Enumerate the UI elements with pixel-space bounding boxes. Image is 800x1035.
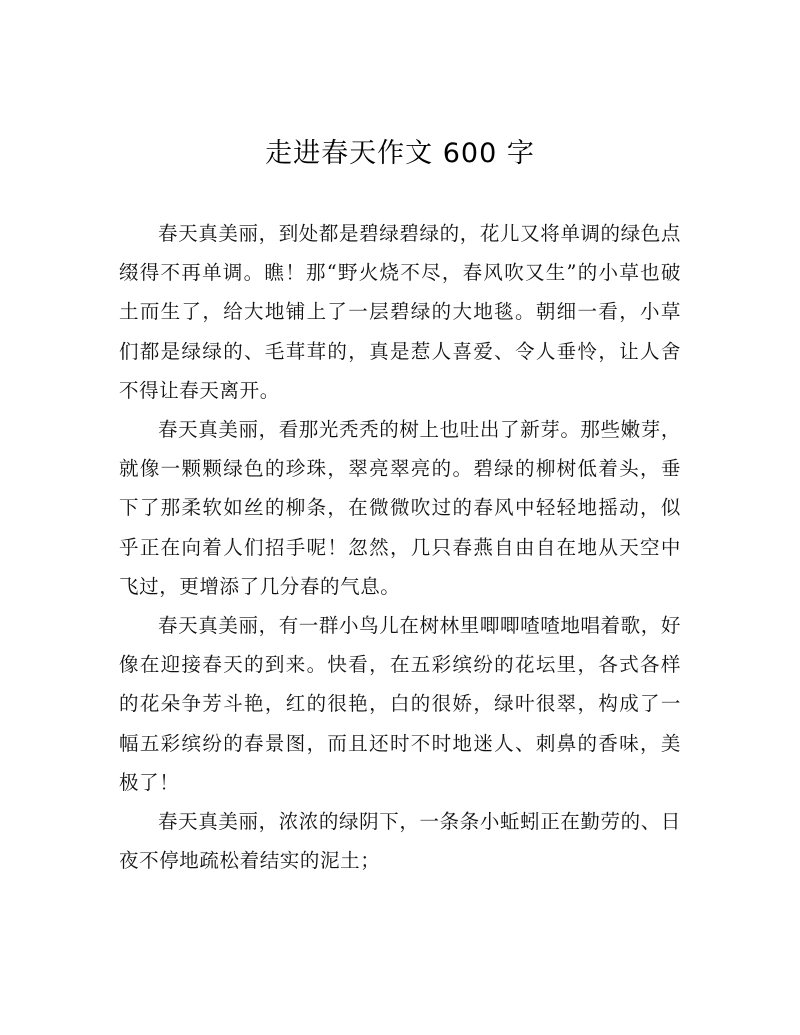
paragraph-3: 春天真美丽，有一群小鸟儿在树林里唧唧喳喳地唱着歌，好像在迎接春天的到来。快看，在五彩缤纷的花坛里，各式各样的花朵争芳斗艳，红的很艳，白的很娇，绿叶很翠，构成了一幅五彩缤纷的春景图，而且还时不时地迷人、刺鼻的香味，美极了！: [119, 614, 681, 794]
paragraph-4: 春天真美丽，浓浓的绿阴下，一条条小蚯蚓正在勤劳的、日夜不停地疏松着结实的泥土；: [119, 810, 681, 873]
document-body: [119, 214, 681, 880]
paragraph-1: 春天真美丽，到处都是碧绿碧绿的，花儿又将单调的绿色点缀得不再单调。瞧！那“野火烧不尽，春风吹又生”的小草也破土而生了，给大地铺上了一层碧绿的大地毯。朝细一看，小草们都是绿绿的、毛茸茸的，真是惹人喜爱、令人垂怜，让人舍不得让春天离开。: [119, 222, 681, 402]
document-title: 走进春天作文 600 字: [265, 138, 535, 169]
paragraph-2: 春天真美丽，看那光秃秃的树上也吐出了新芽。那些嫩芽，就像一颗颗绿色的珍珠，翠亮翠亮的。碧绿的柳树低着头，垂下了那柔软如丝的柳条，在微微吹过的春风中轻轻地摇动，似乎正在向着人们招手呢！忽然，几只春燕自由自在地从天空中飞过，更增添了几分春的气息。: [119, 418, 681, 598]
